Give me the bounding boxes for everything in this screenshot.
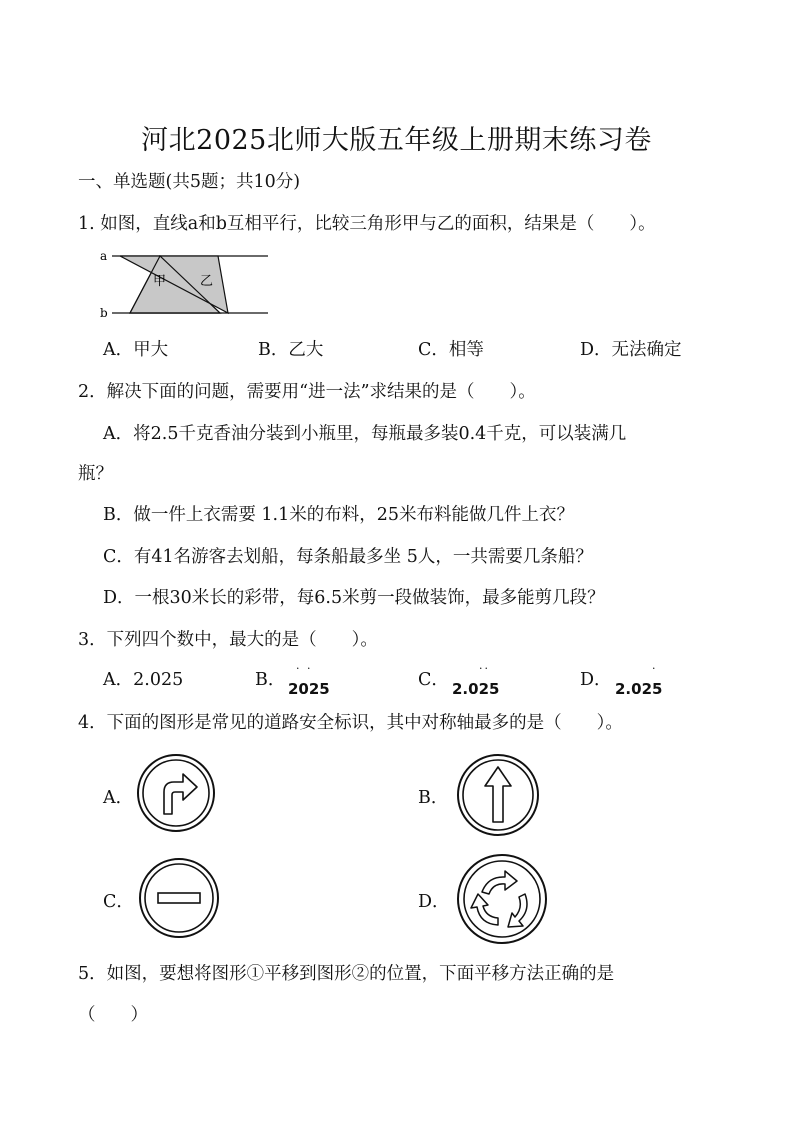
q4-option-b-letter[interactable]: B． [418, 788, 449, 808]
no-entry-bar-sign-icon [137, 856, 221, 940]
parallel-lines-triangles-figure [100, 245, 280, 325]
line-a-label: a [100, 249, 108, 263]
q2-option-a[interactable]: A．将2.5千克香油分装到小瓶里，每瓶最多装0.4千克，可以装满几 [103, 424, 627, 444]
q1-option-b[interactable]: B．乙大 [258, 340, 324, 360]
q1-option-d[interactable]: D．无法确定 [580, 340, 682, 360]
straight-up-arrow-sign-icon [455, 752, 541, 838]
q1-option-a[interactable]: A．甲大 [103, 340, 169, 360]
q3-option-a-value: 2.025 [133, 670, 184, 690]
triangle-yi-label: 乙 [200, 274, 214, 289]
page-title: 河北2025北师大版五年级上册期末练习卷 [141, 125, 652, 156]
line-b-label: b [100, 306, 108, 320]
q3-option-c-letter[interactable]: C． [418, 670, 449, 690]
section-heading: 一、单选题(共5题；共10分) [78, 172, 301, 192]
question-1-stem: 1. 如图，直线a和b互相平行，比较三角形甲与乙的面积，结果是（ ）。 [78, 214, 656, 234]
q3-option-c-repeat-dots: ·· [479, 662, 490, 675]
q4-option-c-letter[interactable]: C． [103, 892, 134, 912]
q4-option-d-letter[interactable]: D． [418, 892, 450, 912]
q1-option-c[interactable]: C．相等 [418, 340, 484, 360]
triangle-jia-label: 甲 [153, 274, 167, 289]
q2-option-c[interactable]: C．有41名游客去划船，每条船最多坐 5人，一共需要几条船？ [103, 547, 593, 567]
question-2-stem: 2．解决下面的问题，需要用“进一法”求结果的是（ ）。 [78, 382, 536, 402]
roundabout-sign-icon [455, 852, 549, 946]
q3-option-b-value: 2025 [288, 680, 330, 698]
question-4-stem: 4．下面的图形是常见的道路安全标识，其中对称轴最多的是（ ）。 [78, 713, 623, 733]
q3-option-d-letter[interactable]: D． [580, 670, 612, 690]
q3-option-b-repeat-dots: · · [296, 662, 313, 675]
question-3-stem: 3．下列四个数中，最大的是（ ）。 [78, 630, 378, 650]
q3-option-b-letter[interactable]: B． [255, 670, 286, 690]
q3-option-d-value: 2.025 [615, 680, 663, 698]
q4-option-a-letter[interactable]: A． [103, 788, 134, 808]
q3-option-a[interactable] [103, 666, 183, 691]
turn-right-arrow-sign-icon [135, 752, 217, 834]
question-5-answer-blank: （ ） [78, 1005, 148, 1025]
q3-option-c-value: 2.025 [452, 680, 500, 698]
q2-option-d[interactable]: D．一根30米长的彩带，每6.5米剪一段做装饰，最多能剪几段？ [103, 588, 605, 608]
q2-option-b[interactable]: B．做一件上衣需要 1.1米的布料，25米布料能做几件上衣？ [103, 505, 575, 525]
question-5-stem: 5．如图，要想将图形①平移到图形②的位置，下面平移方法正确的是 [78, 964, 615, 984]
q2-option-a-continued: 瓶？ [78, 464, 113, 484]
q3-option-a-letter: A． [103, 670, 134, 690]
q3-option-d-repeat-dots: · [652, 662, 658, 675]
